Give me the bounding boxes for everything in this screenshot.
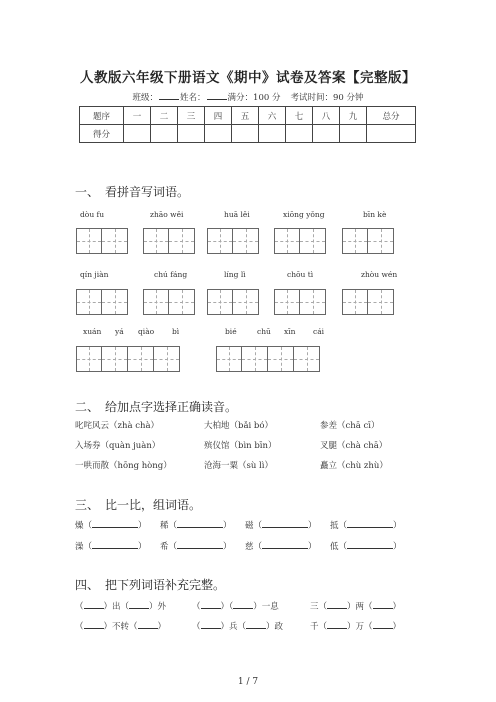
- write-box[interactable]: [154, 346, 180, 372]
- write-box[interactable]: [294, 346, 320, 372]
- answer-blank[interactable]: [373, 600, 393, 609]
- answer-blank[interactable]: [92, 540, 138, 549]
- write-box-group: [216, 346, 320, 372]
- idiom-item: 三（ ）两（ ）: [310, 602, 402, 612]
- write-box[interactable]: [300, 228, 326, 254]
- idiom-item: （ ）（ ）一息: [192, 602, 279, 612]
- write-box-group: [274, 289, 326, 315]
- answer-blank[interactable]: [92, 519, 138, 528]
- answer-blank[interactable]: [233, 600, 253, 609]
- reading-option: 叱咤风云（zhà chà）: [75, 421, 160, 431]
- reading-option: 一哄而散（hōng hòng）: [75, 461, 172, 471]
- answer-blank[interactable]: [177, 519, 223, 528]
- write-box[interactable]: [76, 346, 102, 372]
- write-box-group: [342, 289, 394, 315]
- compare-item: 燥（ ）: [75, 521, 147, 531]
- write-box[interactable]: [169, 228, 195, 254]
- write-box-group: [143, 289, 195, 315]
- name-blank: [207, 91, 227, 100]
- answer-blank[interactable]: [201, 600, 221, 609]
- compare-item: 磁（ ）: [245, 521, 317, 531]
- write-box-group: [274, 228, 326, 254]
- compare-item: 低（ ）: [330, 542, 402, 552]
- score-header-row: 题序 一 二 三 四 五 六 七 八 九 总分: [80, 107, 416, 125]
- answer-blank[interactable]: [129, 600, 149, 609]
- answer-blank[interactable]: [84, 620, 104, 629]
- write-box[interactable]: [368, 228, 394, 254]
- class-blank: [159, 91, 179, 100]
- write-box[interactable]: [76, 289, 102, 315]
- section-4-heading: 四、 把下列词语补充完整。: [75, 578, 226, 592]
- write-box[interactable]: [102, 346, 128, 372]
- answer-blank[interactable]: [262, 519, 308, 528]
- answer-blank[interactable]: [347, 540, 393, 549]
- answer-blank[interactable]: [327, 620, 347, 629]
- write-box[interactable]: [102, 289, 128, 315]
- section-2-heading: 二、 给加点字选择正确读音。: [75, 400, 238, 414]
- compare-item: 抵（ ）: [330, 521, 402, 531]
- write-box-group: [76, 346, 180, 372]
- compare-item: 希（ ）: [160, 542, 232, 552]
- answer-blank[interactable]: [262, 540, 308, 549]
- reading-option: 矗立（chù zhù）: [320, 461, 388, 471]
- answer-blank[interactable]: [177, 540, 223, 549]
- write-box[interactable]: [169, 289, 195, 315]
- write-box-group: [76, 228, 128, 254]
- write-box[interactable]: [233, 228, 259, 254]
- write-box[interactable]: [300, 289, 326, 315]
- answer-blank[interactable]: [138, 620, 158, 629]
- exam-info: 班级： 姓名： 满分：100 分 考试时间：90 分钟: [132, 93, 364, 103]
- write-box[interactable]: [274, 289, 300, 315]
- reading-option: 大柏地（bǎi bó）: [204, 421, 273, 431]
- reading-option: 入场券（quàn juàn）: [75, 441, 161, 451]
- write-box[interactable]: [242, 346, 268, 372]
- write-box[interactable]: [143, 228, 169, 254]
- answer-blank[interactable]: [246, 620, 266, 629]
- idiom-item: 千（ ）万（ ）: [310, 622, 402, 632]
- score-value-row: 得分: [80, 125, 416, 143]
- write-box[interactable]: [76, 228, 102, 254]
- write-box[interactable]: [233, 289, 259, 315]
- write-box[interactable]: [207, 289, 233, 315]
- write-box-group: [207, 289, 259, 315]
- idiom-item: （ ）不转（ ）: [75, 622, 167, 632]
- write-box[interactable]: [342, 228, 368, 254]
- answer-blank[interactable]: [201, 620, 221, 629]
- compare-item: 慈（ ）: [245, 542, 317, 552]
- answer-blank[interactable]: [84, 600, 104, 609]
- idiom-item: （ ）兵（ ）政: [192, 622, 284, 632]
- write-box[interactable]: [128, 346, 154, 372]
- answer-blank[interactable]: [327, 600, 347, 609]
- reading-option: 沧海一粟（sù lì）: [204, 461, 273, 471]
- idiom-item: （ ）出（ ）外: [75, 602, 167, 612]
- compare-item: 澡（ ）: [75, 542, 147, 552]
- reading-option: 殡仪馆（bìn bīn）: [204, 441, 277, 451]
- write-box-group: [76, 289, 128, 315]
- reading-option: 参差（chā cī）: [320, 421, 380, 431]
- answer-blank[interactable]: [347, 519, 393, 528]
- reading-option: 叉腿（chà chā）: [320, 441, 388, 451]
- section-3-heading: 三、 比一比，组词语。: [75, 498, 202, 512]
- page-title: 人教版六年级下册语文《期中》试卷及答案【完整版】: [80, 70, 416, 86]
- write-box-group: [207, 228, 259, 254]
- write-box[interactable]: [368, 289, 394, 315]
- answer-blank[interactable]: [373, 620, 393, 629]
- write-box[interactable]: [102, 228, 128, 254]
- score-table: [79, 106, 416, 143]
- write-box[interactable]: [274, 228, 300, 254]
- write-box[interactable]: [143, 289, 169, 315]
- write-box-group: [342, 228, 394, 254]
- section-1-heading: 一、 看拼音写词语。: [75, 185, 190, 199]
- write-box[interactable]: [207, 228, 233, 254]
- write-box[interactable]: [342, 289, 368, 315]
- write-box[interactable]: [268, 346, 294, 372]
- write-box[interactable]: [216, 346, 242, 372]
- compare-item: 稀（ ）: [160, 521, 232, 531]
- write-box-group: [143, 228, 195, 254]
- page-number: 1 / 7: [237, 677, 259, 687]
